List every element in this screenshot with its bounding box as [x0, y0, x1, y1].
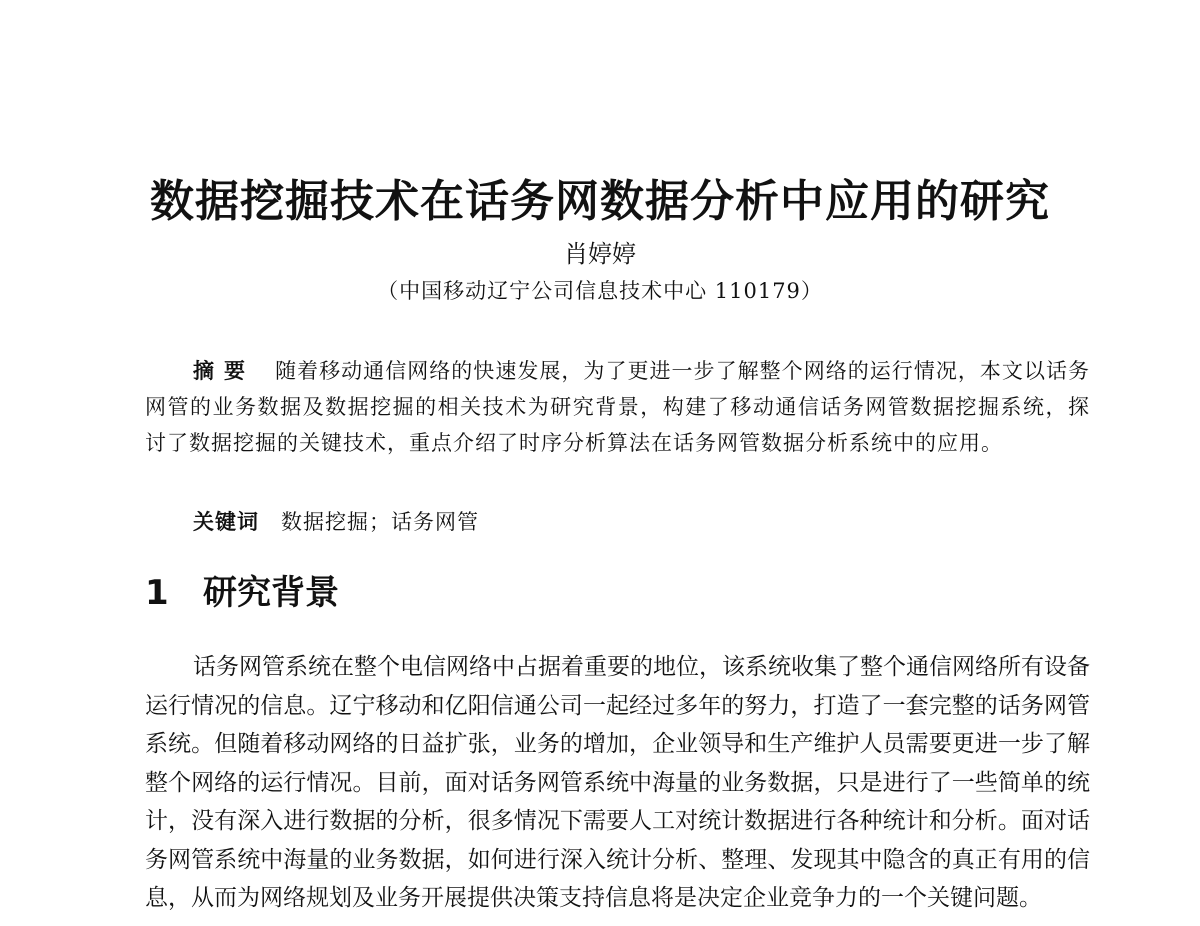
author-name: 肖婷婷 [564, 240, 636, 268]
abstract-label: 摘要 [193, 359, 256, 383]
keywords [145, 504, 1090, 540]
abstract [145, 353, 1090, 461]
abstract-text: 随着移动通信网络的快速发展，为了更进一步了解整个网络的运行情况，本文以话务网管的业务数据及数据挖掘的相关技术为研究背景，构建了移动通信话务网管数据挖掘系统，探讨了数据挖掘的关键技术，重点介绍了时序分析算法在话务网管数据分析系统中的应用。 [145, 359, 1091, 455]
paper-title: 数据挖掘技术在话务网数据分析中应用的研究 [150, 176, 1050, 227]
keywords-label: 关键词 [193, 510, 259, 534]
keywords-text: 数据挖掘；话务网管 [281, 510, 479, 534]
section-heading [145, 568, 339, 618]
section-number: 1 [145, 573, 169, 613]
author-affiliation: （中国移动辽宁公司信息技术中心 110179） [377, 279, 823, 303]
section-body: 话务网管系统在整个电信网络中占据着重要的地位，该系统收集了整个通信网络所有设备运行情况的信息。辽宁移动和亿阳信通公司一起经过多年的努力，打造了一套完整的话务网管系统。但随着移动网络的日益扩张，业务的增加，企业领导和生产维护人员需要更进一步了解整个网络的运行情况。目前，面对话务网管系统中海量的业务数据，只是进行了一些简单的统计，没有深入进行数据的分析，很多情况下需要人工对统计数据进行各种统计和分析。面对话务网管系统中海量的业务数据，如何进行深入统计分析、整理、发现其中隐含的真正有用的信息，从而为网络规划及业务开展提供决策支持信息将是决定企业竞争力的一个关键问题。 [145, 654, 1090, 911]
section-title: 研究背景 [203, 573, 339, 613]
